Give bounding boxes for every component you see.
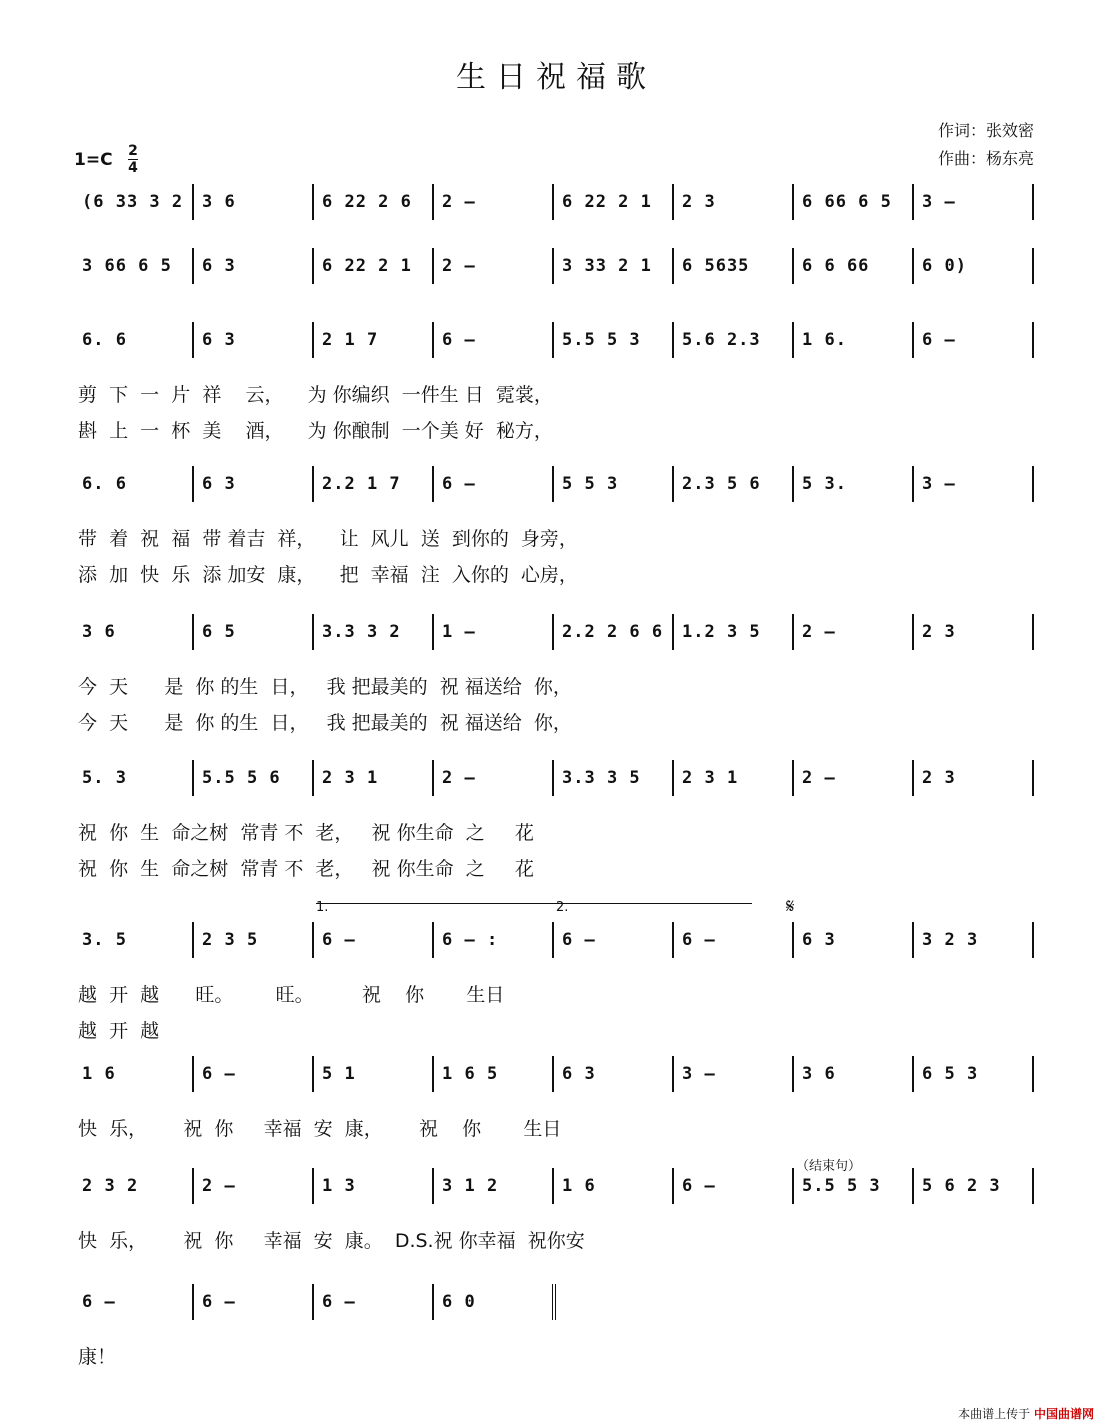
measure: 6 0 xyxy=(442,1292,476,1312)
barline xyxy=(792,760,794,796)
measure: 6 5 3 xyxy=(922,1064,979,1084)
barline xyxy=(792,248,794,284)
barline xyxy=(912,322,914,358)
measure: 6 – xyxy=(682,930,716,950)
barline xyxy=(792,184,794,220)
measure: 6 66 6 5 xyxy=(802,192,892,212)
barline xyxy=(912,614,914,650)
measure: 6 – xyxy=(202,1292,236,1312)
lyric-line: 越 开 越 xyxy=(78,1020,160,1042)
barline xyxy=(672,322,674,358)
measure: 2 3 1 xyxy=(682,768,739,788)
barline xyxy=(912,1056,914,1092)
barline xyxy=(432,248,434,284)
barline xyxy=(552,322,554,358)
barline xyxy=(672,1168,674,1204)
time-signature-bottom: 4 xyxy=(128,160,138,176)
barline xyxy=(792,922,794,958)
barline xyxy=(192,760,194,796)
measure: 2 3 5 xyxy=(202,930,259,950)
barline xyxy=(1032,248,1034,284)
volta-bracket xyxy=(316,903,752,904)
lyric-line: 快 乐， 祝 你 幸福 安 康。 D.S.祝 你幸福 祝你安 xyxy=(78,1230,585,1252)
barline xyxy=(1032,322,1034,358)
measure: 3 2 3 xyxy=(922,930,979,950)
barline xyxy=(192,248,194,284)
barline xyxy=(192,466,194,502)
time-signature-top: 2 xyxy=(128,143,138,159)
barline xyxy=(312,1056,314,1092)
lyric-line: 今 天 是 你 的生 日， 我 把最美的 祝 福送给 你， xyxy=(78,676,572,698)
barline xyxy=(192,322,194,358)
barline xyxy=(312,614,314,650)
barline xyxy=(432,184,434,220)
barline xyxy=(552,922,554,958)
lyric-line: 快 乐， 祝 你 幸福 安 康， 祝 你 生日 xyxy=(78,1118,562,1140)
measure: 5. 3 xyxy=(82,768,127,788)
barline xyxy=(1032,466,1034,502)
barline xyxy=(192,614,194,650)
measure: 3 33 2 1 xyxy=(562,256,652,276)
lyric-line: 斟 上 一 杯 美 酒， 为 你酿制 一个美 好 秘方， xyxy=(78,420,553,442)
measure: 5.6 2.3 xyxy=(682,330,761,350)
barline xyxy=(912,922,914,958)
measure: 2 – xyxy=(442,256,476,276)
measure: 3.3 3 5 xyxy=(562,768,641,788)
measure: (6 33 3 2 xyxy=(82,192,184,212)
footer-prefix: 本曲谱上传于 xyxy=(958,1407,1031,1421)
lyric-line: 祝 你 生 命之树 常青 不 老， 祝 你生命 之 花 xyxy=(78,822,534,844)
measure: 2 – xyxy=(202,1176,236,1196)
measure: 2.2 1 7 xyxy=(322,474,401,494)
measure: 6 – xyxy=(82,1292,116,1312)
barline xyxy=(672,184,674,220)
measure: 6 – xyxy=(442,330,476,350)
measure: 1 3 xyxy=(322,1176,356,1196)
measure: 1 – xyxy=(442,622,476,642)
barline xyxy=(312,184,314,220)
measure: 6 6 66 xyxy=(802,256,870,276)
measure: 3.3 3 2 xyxy=(322,622,401,642)
measure: 6 3 xyxy=(202,474,236,494)
barline xyxy=(432,1284,434,1320)
footer-site: 中国曲谱网 xyxy=(1033,1407,1094,1421)
barline xyxy=(192,1168,194,1204)
measure: 3 6 xyxy=(202,192,236,212)
measure: 5.5 5 3 xyxy=(802,1176,881,1196)
score-system xyxy=(0,756,1112,816)
measure: 3 – xyxy=(922,474,956,494)
score-system xyxy=(0,244,1112,304)
measure: 2 3 xyxy=(922,768,956,788)
barline xyxy=(432,922,434,958)
score-system xyxy=(0,462,1112,522)
key-signature: 1=C xyxy=(74,150,113,170)
barline xyxy=(312,248,314,284)
barline xyxy=(792,322,794,358)
barline xyxy=(672,760,674,796)
barline xyxy=(1032,760,1034,796)
measure: 2 1 7 xyxy=(322,330,379,350)
measure: 6 3 xyxy=(202,256,236,276)
barline xyxy=(552,466,554,502)
measure: 2 3 2 xyxy=(82,1176,139,1196)
measure: 3 6 xyxy=(802,1064,836,1084)
measure: 6 3 xyxy=(202,330,236,350)
barline xyxy=(432,1168,434,1204)
barline xyxy=(1032,1056,1034,1092)
score-system xyxy=(0,1164,1112,1224)
score-system xyxy=(0,1280,1112,1340)
measure: 2 – xyxy=(802,768,836,788)
barline xyxy=(792,1056,794,1092)
barline xyxy=(792,1168,794,1204)
barline xyxy=(1032,1168,1034,1204)
measure: 3 1 2 xyxy=(442,1176,499,1196)
page-title: 生日祝福歌 xyxy=(456,60,656,95)
barline xyxy=(672,922,674,958)
measure: 5 3. xyxy=(802,474,847,494)
measure: 6 5635 xyxy=(682,256,750,276)
measure: 5.5 5 6 xyxy=(202,768,281,788)
barline xyxy=(432,614,434,650)
barline xyxy=(432,466,434,502)
barline xyxy=(192,1056,194,1092)
footer xyxy=(958,1405,1094,1422)
measure: 3 – xyxy=(682,1064,716,1084)
time-signature xyxy=(128,143,138,176)
barline xyxy=(552,1168,554,1204)
barline xyxy=(912,184,914,220)
measure: 3 6 xyxy=(82,622,116,642)
measure: 2.3 5 6 xyxy=(682,474,761,494)
barline xyxy=(432,1056,434,1092)
barline xyxy=(432,322,434,358)
barline xyxy=(192,922,194,958)
measure: 5 5 3 xyxy=(562,474,619,494)
barline xyxy=(672,614,674,650)
measure: 6 22 2 1 xyxy=(322,256,412,276)
measure: 6 – xyxy=(322,930,356,950)
measure: 1.2 3 5 xyxy=(682,622,761,642)
measure: 2 3 1 xyxy=(322,768,379,788)
barline xyxy=(552,1056,554,1092)
barline xyxy=(552,1284,556,1320)
score-system xyxy=(0,180,1112,240)
measure: 3 – xyxy=(922,192,956,212)
lyric-line: 添 加 快 乐 添 加安 康， 把 幸福 注 入你的 心房， xyxy=(78,564,578,586)
measure: 1 6 5 xyxy=(442,1064,499,1084)
score-system xyxy=(0,1052,1112,1112)
measure: 6 – xyxy=(322,1292,356,1312)
barline xyxy=(792,466,794,502)
lyric-line: 剪 下 一 片 祥 云， 为 你编织 一件生 日 霓裳， xyxy=(78,384,553,406)
barline xyxy=(552,184,554,220)
barline xyxy=(192,1284,194,1320)
measure: 3. 5 xyxy=(82,930,127,950)
measure: 2 – xyxy=(442,192,476,212)
measure: 3 66 6 5 xyxy=(82,256,172,276)
measure: 6 22 2 6 xyxy=(322,192,412,212)
barline xyxy=(552,248,554,284)
lyric-line: 祝 你 生 命之树 常青 不 老， 祝 你生命 之 花 xyxy=(78,858,534,880)
volta-1: 1. xyxy=(316,900,329,915)
measure: 6. 6 xyxy=(82,330,127,350)
score-system xyxy=(0,318,1112,378)
barline xyxy=(312,760,314,796)
segno-icon: 𝄋 xyxy=(786,894,795,918)
measure: 2 3 xyxy=(682,192,716,212)
coda-note: （结束句） xyxy=(796,1159,862,1174)
measure: 2 – xyxy=(802,622,836,642)
lyric-line: 越 开 越 旺。 旺。 祝 你 生日 xyxy=(78,984,505,1006)
lyric-line: 带 着 祝 福 带 着吉 祥， 让 风儿 送 到你的 身旁， xyxy=(78,528,578,550)
measure: 6 – xyxy=(442,474,476,494)
measure: 6 – : xyxy=(442,930,499,950)
measure: 5.5 5 3 xyxy=(562,330,641,350)
measure: 2 – xyxy=(442,768,476,788)
barline xyxy=(1032,184,1034,220)
barline xyxy=(552,614,554,650)
barline xyxy=(312,1284,314,1320)
barline xyxy=(312,466,314,502)
measure: 6 22 2 1 xyxy=(562,192,652,212)
barline xyxy=(672,1056,674,1092)
barline xyxy=(312,322,314,358)
measure: 6 5 xyxy=(202,622,236,642)
lyric-line: 今 天 是 你 的生 日， 我 把最美的 祝 福送给 你， xyxy=(78,712,572,734)
measure: 2 3 xyxy=(922,622,956,642)
barline xyxy=(312,922,314,958)
measure: 1 6 xyxy=(562,1176,596,1196)
barline xyxy=(792,614,794,650)
barline xyxy=(432,760,434,796)
score-system xyxy=(0,610,1112,670)
measure: 6 0) xyxy=(922,256,967,276)
score-system xyxy=(0,918,1112,978)
lyric-line: 康！ xyxy=(78,1346,117,1368)
measure: 1 6 xyxy=(82,1064,116,1084)
barline xyxy=(552,760,554,796)
barline xyxy=(912,248,914,284)
barline xyxy=(672,248,674,284)
barline xyxy=(1032,614,1034,650)
measure: 6 – xyxy=(202,1064,236,1084)
volta-2: 2. xyxy=(556,900,569,915)
barline xyxy=(312,1168,314,1204)
barline xyxy=(912,760,914,796)
barline xyxy=(912,466,914,502)
measure: 6. 6 xyxy=(82,474,127,494)
measure: 6 3 xyxy=(562,1064,596,1084)
measure: 6 – xyxy=(562,930,596,950)
measure: 6 – xyxy=(922,330,956,350)
measure: 1 6. xyxy=(802,330,847,350)
measure: 6 – xyxy=(682,1176,716,1196)
barline xyxy=(1032,922,1034,958)
barline xyxy=(672,466,674,502)
lyricist-credit: 作词：张效密 xyxy=(937,121,1034,140)
barline xyxy=(192,184,194,220)
measure: 2.2 2 6 6 xyxy=(562,622,664,642)
composer-credit: 作曲：杨东亮 xyxy=(937,149,1034,168)
measure: 5 6 2 3 xyxy=(922,1176,1001,1196)
measure: 5 1 xyxy=(322,1064,356,1084)
barline xyxy=(912,1168,914,1204)
measure: 6 3 xyxy=(802,930,836,950)
